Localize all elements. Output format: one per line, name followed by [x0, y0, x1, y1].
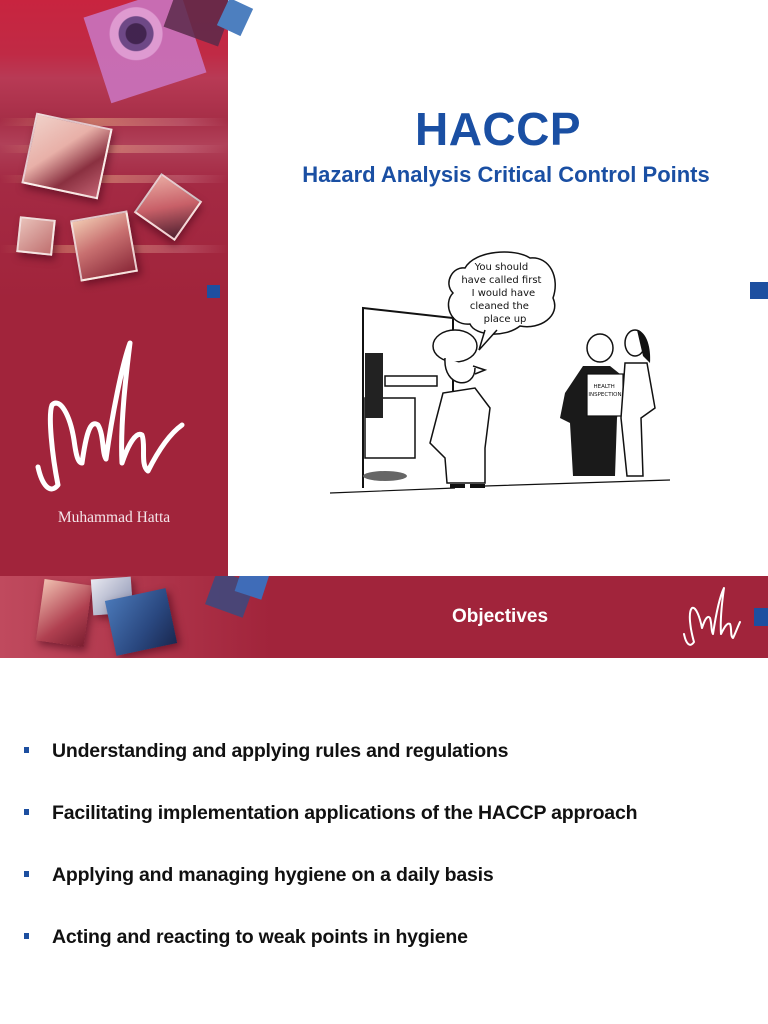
sign-line: HEALTH: [593, 384, 615, 390]
sign-line: INSPECTION: [588, 392, 622, 398]
blue-accent-square: [207, 285, 220, 298]
signature-logo-icon: [680, 584, 742, 650]
face-photo: [16, 216, 56, 256]
objective-text: Facilitating implementation applications of the HACCP approach: [52, 802, 638, 824]
objective-text: Applying and managing hygiene on a daily basis: [52, 864, 494, 886]
left-brand-panel: [0, 0, 228, 576]
blue-accent-square: [754, 608, 768, 626]
list-item: [24, 802, 764, 825]
list-item: [24, 864, 764, 887]
signature-logo-icon: [30, 335, 190, 505]
bullet-icon: [24, 933, 29, 939]
woman-umbrella-photo: [21, 113, 112, 200]
bullet-icon: [24, 809, 29, 815]
header-photo-collage: [0, 576, 270, 658]
author-name: Muhammad Hatta: [57, 509, 171, 526]
bubble-line: place up: [483, 314, 527, 325]
blue-accent-square: [750, 282, 768, 299]
section-title: Objectives: [451, 606, 549, 627]
objective-text: Understanding and applying rules and regulations: [52, 740, 509, 762]
page-subtitle: Hazard Analysis Critical Control Points: [302, 162, 710, 187]
collage-photo: [36, 579, 92, 647]
bubble-line: cleaned the: [469, 301, 529, 312]
page-title: HACCP: [414, 103, 582, 155]
health-inspection-cartoon: [325, 248, 675, 498]
list-item: [24, 926, 764, 949]
woman-writing-photo: [70, 210, 138, 281]
bubble-line: I would have: [471, 288, 536, 299]
bubble-line: have called first: [461, 275, 542, 286]
bubble-line: You should: [474, 262, 529, 273]
objective-text: Acting and reacting to weak points in hygiene: [52, 926, 468, 948]
bullet-icon: [24, 747, 29, 753]
objectives-slide: [0, 576, 768, 1024]
bullet-icon: [24, 871, 29, 877]
photo-collage: [0, 0, 228, 300]
man-profile-photo: [134, 173, 202, 241]
list-item: [24, 740, 764, 763]
header-band: [0, 576, 768, 658]
